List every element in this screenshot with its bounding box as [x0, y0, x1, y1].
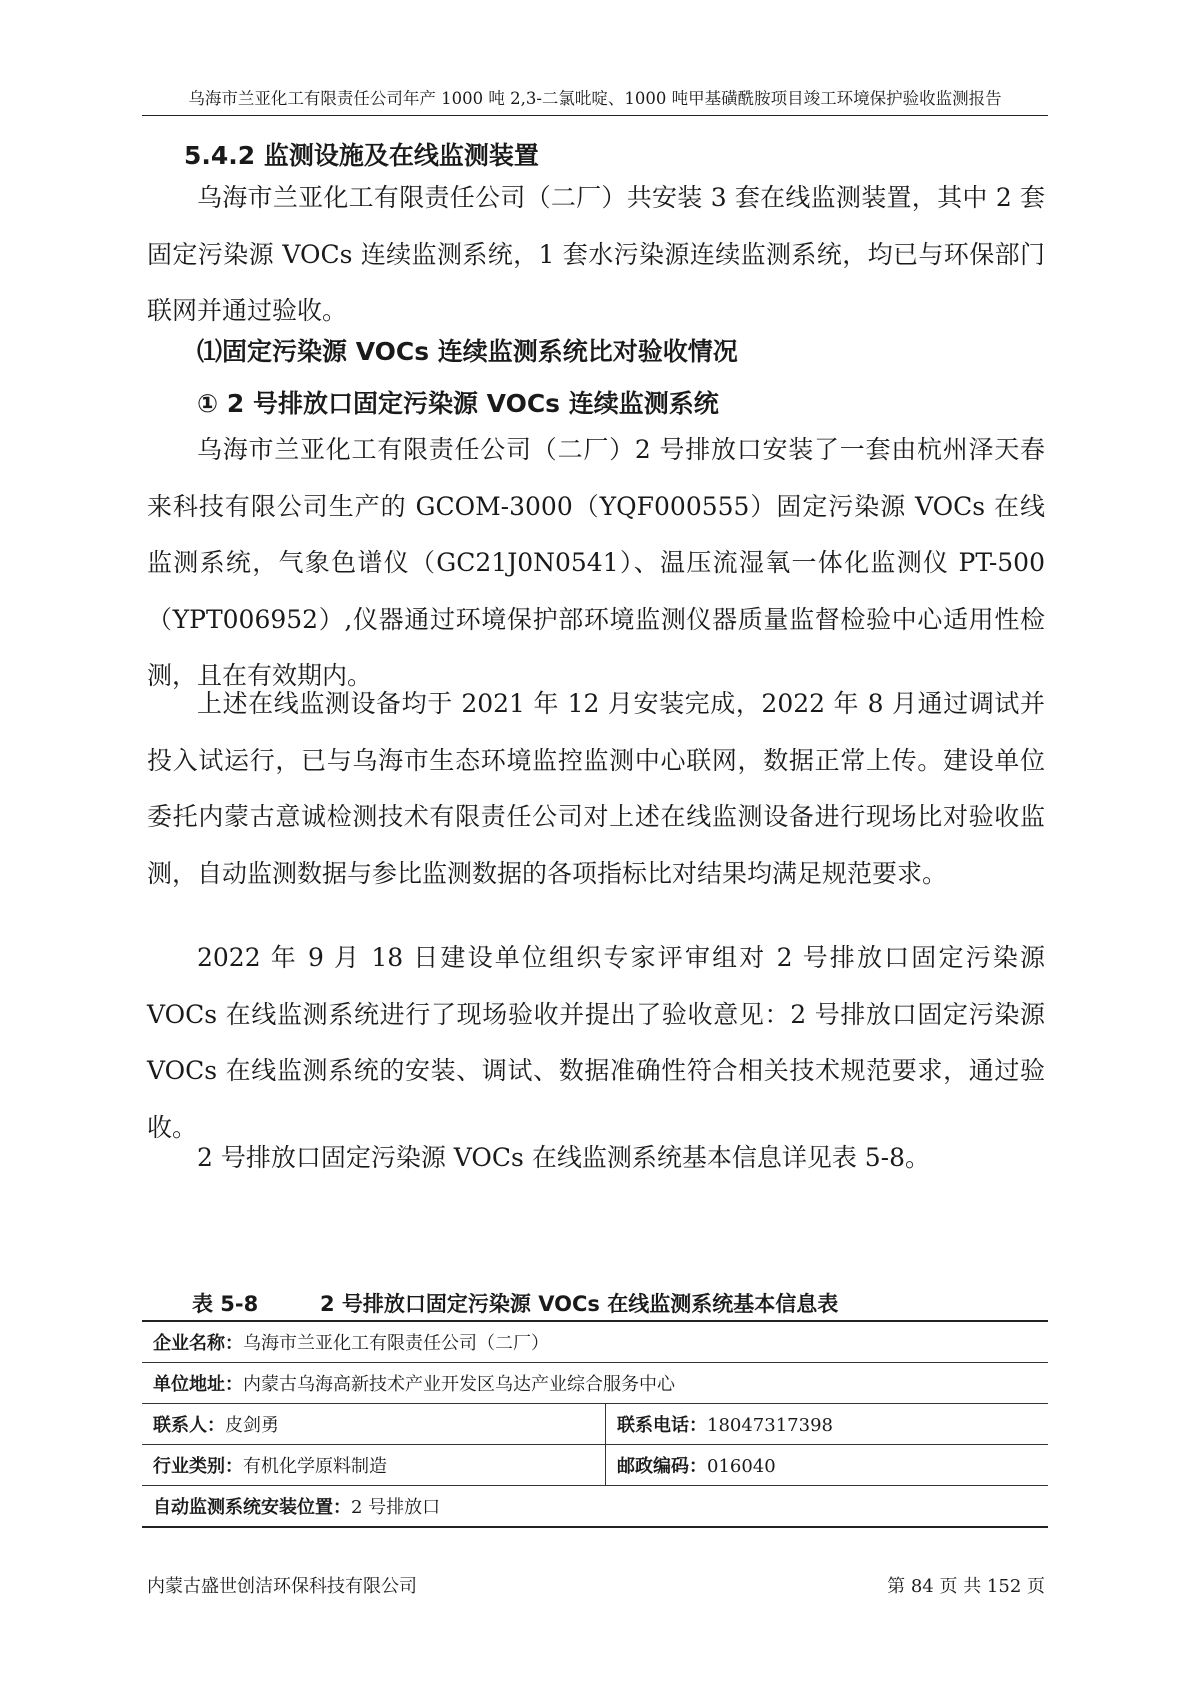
postcode-value: 016040: [707, 1456, 776, 1477]
footer-company: 内蒙古盛世创洁环保科技有限公司: [147, 1576, 417, 1597]
subheading-outlet-2: ① 2 号排放口固定污染源 VOCs 连续监测系统: [197, 389, 719, 418]
section-title: 5.4.2 监测设施及在线监测装置: [184, 141, 539, 170]
table-row: [142, 1363, 1048, 1404]
paragraph-acceptance: 2022 年 9 月 18 日建设单位组织专家评审组对 2 号排放口固定污染源 VOCs 在线监测系统进行了现场验收并提出了验收意见：2 号排放口固定污染源 VOCs 在线监测系统的安装、调试、数据准确性符合相关技术规范要求，通过验收。: [147, 943, 1045, 1142]
page-footer: [147, 1572, 1045, 1598]
paragraph-installation: 上述在线监测设备均于 2021 年 12 月安装完成，2022 年 8 月通过调试并投入试运行，已与乌海市生态环境监控监测中心联网，数据正常上传。建设单位委托内蒙古意诚检测技术有限责任公司对上述在线监测设备进行现场比对验收监测，自动监测数据与参比监测数据的各项指标比对结果均满足规范要求。: [147, 689, 1045, 888]
page-number: 第 84 页 共 152 页: [887, 1576, 1045, 1597]
table-row: [142, 1486, 1048, 1528]
page-header: 乌海市兰亚化工有限责任公司年产 1000 吨 2,3-二氯吡啶、1000 吨甲基磺酰胺项目竣工环境保护验收监测报告: [142, 88, 1048, 116]
industry-value: 有机化学原料制造: [243, 1456, 387, 1477]
table-caption-title: 2 号排放口固定污染源 VOCs 在线监测系统基本信息表: [320, 1292, 839, 1316]
company-cell: [142, 1321, 1048, 1363]
paragraph-system-description: 乌海市兰亚化工有限责任公司（二厂）2 号排放口安装了一套由杭州泽天春来科技有限公司生产的 GCOM-3000（YQF000555）固定污染源 VOCs 在线监测系统，气象色谱仪（GC21J0N0541）、温压流湿氧一体化监测仪 PT-500（YPT006952）,仪器通过环境保护部环境监测仪器质量监督检验中心适用性检测，且在有效期内。: [147, 435, 1045, 690]
paragraph-table-reference: 2 号排放口固定污染源 VOCs 在线监测系统基本信息详见表 5-8。: [197, 1143, 931, 1172]
table-row: [142, 1321, 1048, 1363]
paragraph-intro: 乌海市兰亚化工有限责任公司（二厂）共安装 3 套在线监测装置，其中 2 套固定污染源 VOCs 连续监测系统，1 套水污染源连续监测系统，均已与环保部门联网并通过验收。: [147, 183, 1045, 325]
table-caption-number: 表 5-8: [192, 1292, 259, 1316]
address-cell: [142, 1363, 1048, 1404]
contact-cell: [142, 1404, 606, 1445]
subheading-vocs-comparison: ⑴固定污染源 VOCs 连续监测系统比对验收情况: [197, 337, 738, 366]
location-label: 自动监测系统安装位置：: [153, 1497, 351, 1518]
company-label: 企业名称：: [153, 1333, 243, 1354]
phone-value: 18047317398: [707, 1415, 833, 1436]
postcode-label: 邮政编码：: [617, 1456, 707, 1477]
contact-label: 联系人：: [153, 1415, 225, 1436]
industry-cell: [142, 1445, 606, 1486]
address-label: 单位地址：: [153, 1374, 243, 1395]
location-cell: [142, 1486, 1048, 1528]
info-table: [142, 1320, 1048, 1528]
postcode-cell: [606, 1445, 1049, 1486]
phone-cell: [606, 1404, 1049, 1445]
table-caption: [192, 1288, 838, 1318]
location-value: 2 号排放口: [351, 1497, 441, 1518]
address-value: 内蒙古乌海高新技术产业开发区乌达产业综合服务中心: [243, 1374, 675, 1395]
phone-label: 联系电话：: [617, 1415, 707, 1436]
table-row: [142, 1445, 1048, 1486]
company-value: 乌海市兰亚化工有限责任公司（二厂）: [243, 1333, 549, 1354]
contact-value: 皮剑勇: [225, 1415, 279, 1436]
table-row: [142, 1404, 1048, 1445]
industry-label: 行业类别：: [153, 1456, 243, 1477]
